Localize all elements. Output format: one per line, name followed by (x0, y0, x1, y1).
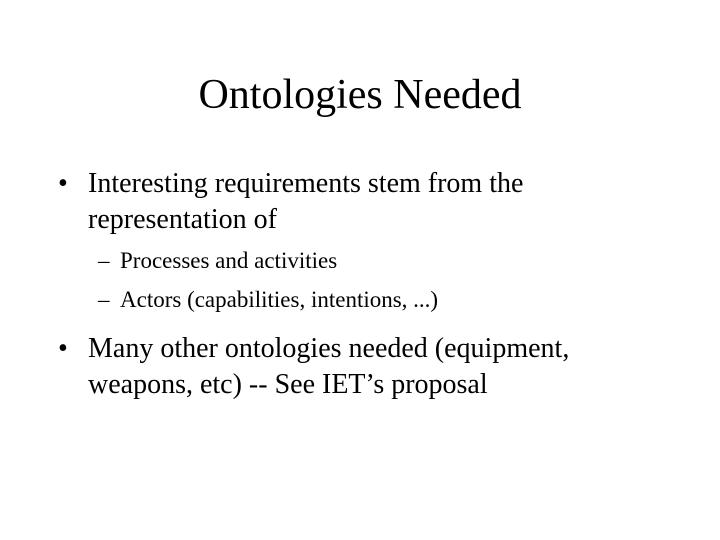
slide-title: Ontologies Needed (198, 72, 522, 118)
bullet-item (58, 331, 698, 403)
sub-bullet-item (98, 285, 698, 315)
sub-bullet-item (98, 246, 698, 276)
bullet-text-line: Interesting requirements stem from the (88, 168, 524, 199)
sub-bullet-text: Actors (capabilities, intentions, ...) (120, 287, 439, 312)
bullet-marker: • (58, 168, 68, 199)
bullet-marker: • (58, 333, 68, 364)
dash-marker: – (98, 248, 110, 273)
bullet-item (58, 166, 698, 238)
dash-marker: – (98, 287, 110, 312)
bullet-text-line: representation of (88, 204, 277, 235)
sub-bullet-text: Processes and activities (120, 248, 338, 273)
bullet-text-line: weapons, etc) -- See IET’s proposal (88, 369, 488, 400)
bullet-text-line: Many other ontologies needed (equipment, (88, 333, 570, 364)
